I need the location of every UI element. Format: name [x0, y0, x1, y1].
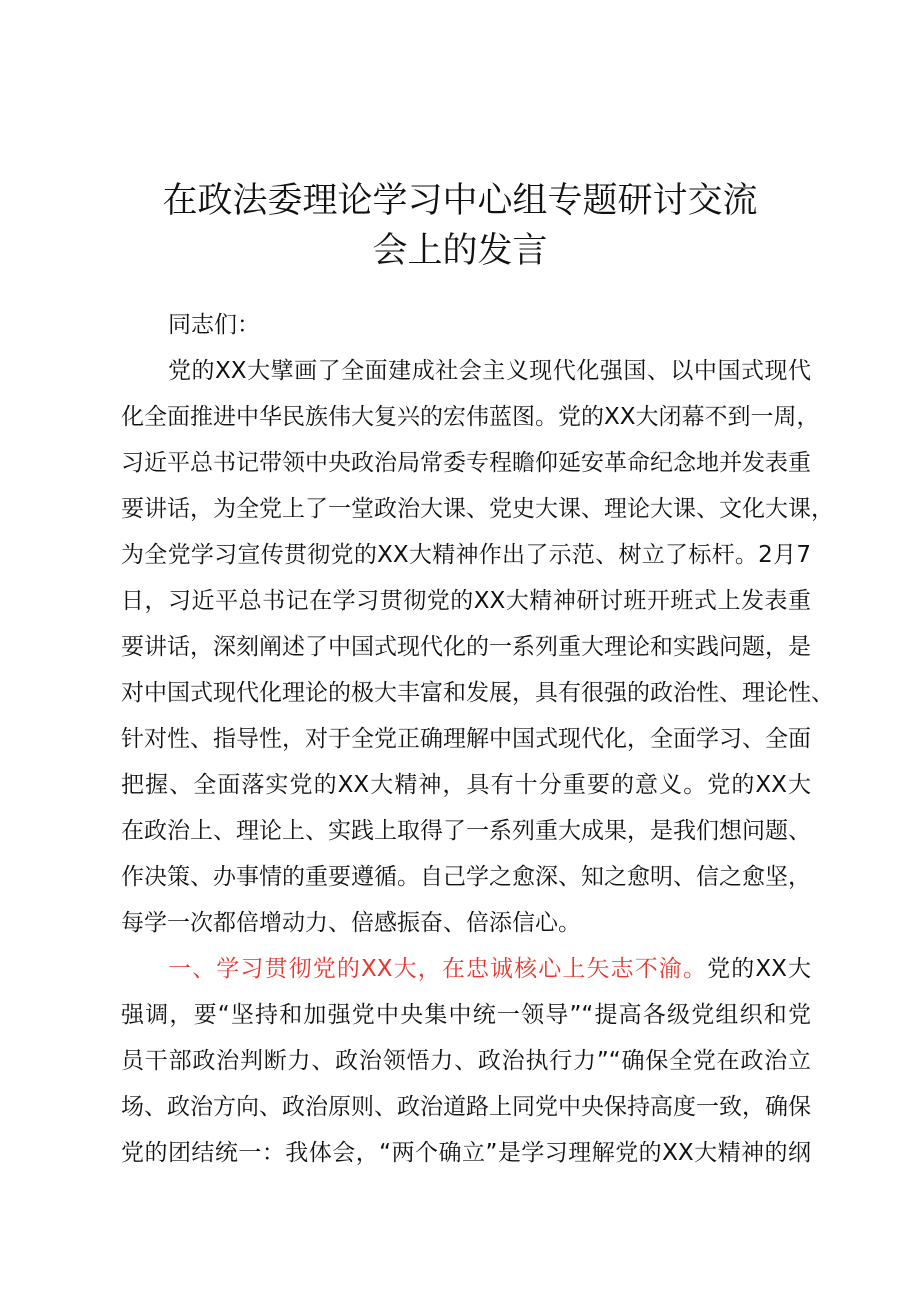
salutation: 同志们：	[168, 312, 260, 338]
paragraph-1-line: 为全党学习宣传贯彻党的XX大精神作出了示范、树立了标杆。2月7	[121, 542, 811, 568]
paragraph-1-line: 针对性、指导性，对于全党正确理解中国式现代化，全面学习、全面	[121, 726, 811, 752]
section-1-first-line-rest: 党的XX大	[707, 956, 812, 982]
paragraph-1-line: 对中国式现代化理论的极大丰富和发展，具有很强的政治性、理论性、	[121, 680, 834, 706]
paragraph-1-line: 要讲话，为全党上了一堂政治大课、党史大课、理论大课、文化大课，	[121, 496, 834, 522]
section-1-line: 员干部政治判断力、政治领悟力、政治执行力”“确保全党在政治立	[121, 1048, 811, 1074]
paragraph-1-line: 习近平总书记带领中央政治局常委专程瞻仰延安革命纪念地并发表重	[121, 450, 811, 476]
section-1-line: 强调，要“坚持和加强党中央集中统一领导”“提高各级党组织和党	[121, 1002, 811, 1028]
section-1-line: 党的团结统一：我体会，“两个确立”是学习理解党的XX大精神的纲	[121, 1140, 811, 1166]
paragraph-1-line: 把握、全面落实党的XX大精神，具有十分重要的意义。党的XX大	[121, 772, 811, 798]
paragraph-1-line: 日，习近平总书记在学习贯彻党的XX大精神研讨班开班式上发表重	[121, 588, 811, 614]
paragraph-1-line: 要讲话，深刻阐述了中国式现代化的一系列重大理论和实践问题，是	[121, 634, 811, 660]
paragraph-1-line: 在政治上、理论上、实践上取得了一系列重大成果，是我们想问题、	[121, 818, 811, 844]
section-1-first-line	[168, 946, 811, 992]
paragraph-1-line: 作决策、办事情的重要遵循。自己学之愈深、知之愈明、信之愈坚，	[121, 864, 811, 890]
paragraph-1-line: 党的XX大擘画了全面建成社会主义现代化强国、以中国式现代	[168, 358, 811, 384]
paragraph-1-line: 化全面推进中华民族伟大复兴的宏伟蓝图。党的XX大闭幕不到一周，	[121, 404, 820, 430]
section-1-heading: 一、学习贯彻党的XX大，在忠诚核心上矢志不渝。	[168, 956, 708, 982]
section-1-line: 场、政治方向、政治原则、政治道路上同党中央保持高度一致，确保	[121, 1094, 811, 1120]
paragraph-1-line: 每学一次都倍增动力、倍感振奋、倍添信心。	[121, 910, 581, 936]
document-title-line-2: 会上的发言	[372, 231, 548, 271]
document-title-line-1: 在政法委理论学习中心组专题研讨交流	[162, 181, 758, 221]
